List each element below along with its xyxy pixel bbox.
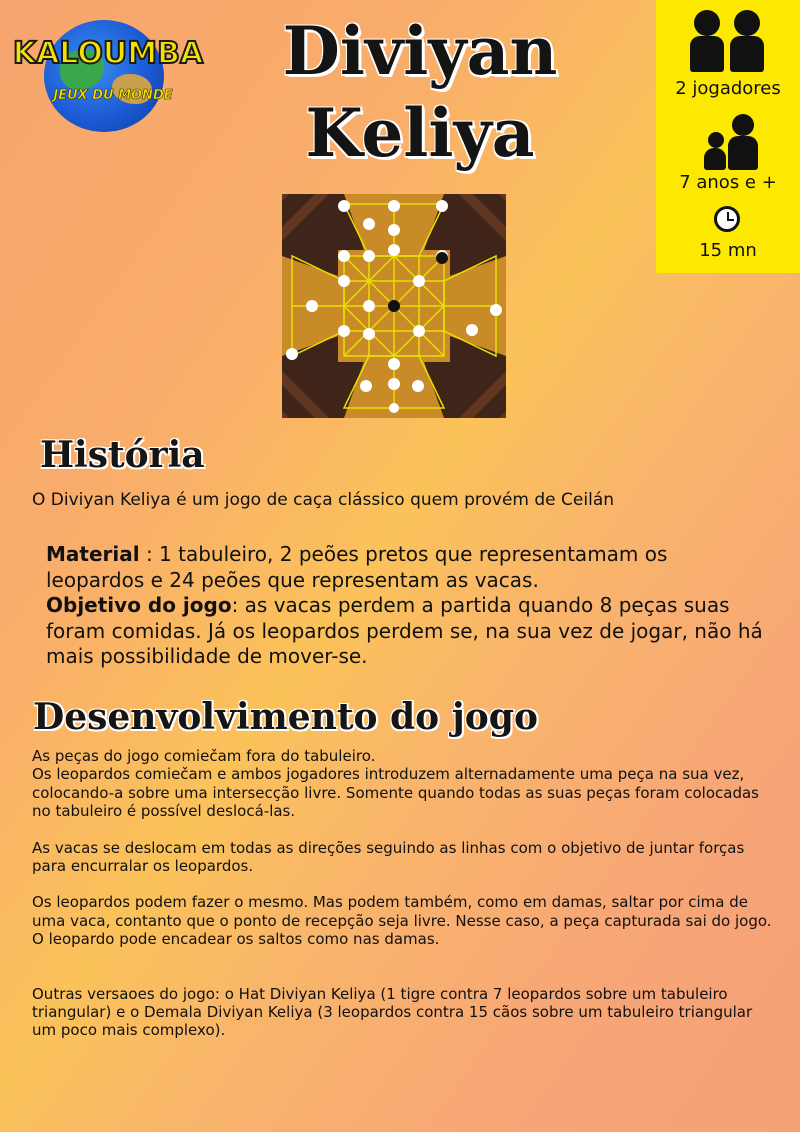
section-heading-historia: História bbox=[40, 434, 205, 476]
paragraph: As vacas se deslocam em todas as direções seguindo as linhas com o objetivo de juntar forças para encurralar os leopardos. bbox=[32, 838, 745, 876]
kaloumba-logo bbox=[8, 14, 208, 132]
game-info-box bbox=[656, 0, 800, 273]
paragraph: As peças do jogo comiečam fora do tabuleiro. bbox=[32, 747, 376, 765]
material-text: : 1 tabuleiro, 2 peões pretos que representamam os leopardos e 24 peões que representam as vacas. bbox=[46, 542, 668, 592]
two-players-icon bbox=[690, 10, 770, 72]
page-title-line1: Diviyan bbox=[282, 12, 558, 90]
section-heading-desenvolvimento: Desenvolvimento do jogo bbox=[33, 696, 538, 738]
objective-text: : as vacas perdem a partida quando 8 peças suas foram comidas. Já os leopardos perdem se, na sua vez de jogar, não há mais possibilidade de mover-se. bbox=[46, 593, 763, 668]
game-board-image bbox=[282, 194, 506, 418]
paragraph: Os leopardos podem fazer o mesmo. Mas podem também, como em damas, saltar por cima de uma vaca, contanto que o ponto de recepção seja livre. Nesse caso, a peça capturada sai do jogo. O leopardo pode encadear os saltos como nas damas. bbox=[32, 893, 772, 949]
players-count: 2 jogadores bbox=[675, 78, 781, 99]
desenvolvimento-text bbox=[32, 747, 772, 1040]
clock-icon bbox=[714, 206, 740, 232]
duration: 15 mn bbox=[699, 240, 757, 261]
adult-child-icon bbox=[704, 114, 764, 170]
age-range: 7 anos e + bbox=[679, 172, 777, 193]
paragraph: Os leopardos comiečam e ambos jogadores introduzem alternadamente uma peça na sua vez, colocando-a sobre uma intersecção livre. Somente quando todas as suas peças foram colocadas no tabuleiro é possível deslocá-las. bbox=[32, 765, 759, 821]
historia-text: O Diviyan Keliya é um jogo de caça clássico quem provém de Ceilán bbox=[32, 490, 615, 510]
material-label: Material bbox=[46, 542, 140, 566]
logo-subtitle: JEUX DU MONDE bbox=[53, 88, 173, 103]
objective-label: Objetivo do jogo bbox=[46, 593, 232, 617]
logo-brand: KALOUMBA bbox=[12, 36, 204, 71]
paragraph: Outras versaoes do jogo: o Hat Diviyan Keliya (1 tigre contra 7 leopardos sobre um tabuleiro triangular) e o Demala Diviyan Keliya (3 leopardos contra 15 cãos sobre um tabuleiro triangular um poco mais complexo). bbox=[32, 984, 753, 1040]
rules-summary bbox=[46, 542, 766, 670]
page-title-line2: Keliya bbox=[305, 94, 535, 172]
